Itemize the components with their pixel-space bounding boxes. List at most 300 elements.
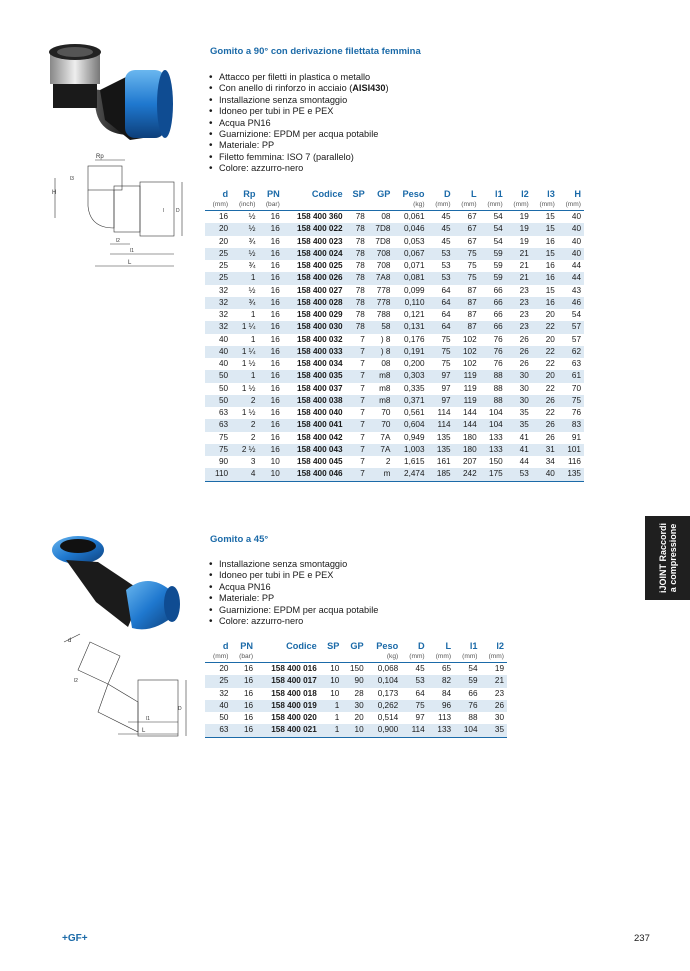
table-cell: 22 (545, 383, 555, 393)
table-cell: 16 (270, 310, 280, 319)
table-cell: 54 (493, 236, 503, 246)
table-cell: 32 (205, 321, 231, 333)
table-cell: 10 (270, 457, 280, 466)
table-cell: 66 (468, 688, 478, 698)
table-cell: 75 (401, 700, 427, 712)
table-cell: 0,068 (377, 664, 399, 673)
table-cell: 66 (480, 321, 506, 333)
col-unit: (mm) (481, 652, 507, 663)
product-code: 158 400 041 (283, 419, 346, 431)
table-row (205, 419, 584, 431)
table-cell: 45 (415, 664, 425, 673)
table-cell: 2 (385, 457, 391, 466)
table-cell: 2 (231, 395, 258, 407)
table-cell: 0,121 (404, 310, 425, 319)
table-cell: 26 (481, 700, 507, 712)
table-cell: 20 (354, 713, 364, 722)
table-cell: 4 (231, 468, 258, 481)
table-cell: 102 (462, 334, 477, 344)
product-code: 158 400 020 (271, 713, 317, 722)
table-cell: 16 (258, 297, 282, 309)
table-cell: 64 (415, 688, 425, 698)
table-cell: 67 (467, 212, 477, 221)
col-unit: (mm) (558, 200, 584, 211)
table-cell: 788 (376, 310, 391, 319)
dim-l2: l2 (116, 238, 120, 244)
side-tab-label (658, 523, 678, 593)
table-cell: 110 (205, 468, 231, 481)
dim2-l2: l2 (74, 678, 78, 684)
product-code: 158 400 028 (283, 297, 346, 309)
section1-features (207, 72, 389, 175)
table-cell: 21 (481, 675, 507, 687)
table-cell: 7 (346, 468, 368, 481)
table-cell: 102 (454, 346, 480, 358)
table-cell: 1 (320, 700, 343, 712)
table-cell: 180 (454, 444, 480, 456)
table-cell: 78 (355, 212, 365, 221)
table-cell: 97 (441, 383, 451, 393)
col-header: PN (267, 189, 280, 199)
product-code: 158 400 046 (283, 468, 346, 481)
table-cell: 08 (381, 359, 391, 368)
product-image-45 (48, 532, 188, 642)
table-cell: 75 (454, 272, 480, 284)
table-cell: 1 ½ (241, 359, 256, 368)
product-code: 158 400 027 (297, 285, 343, 295)
table-cell: 53 (441, 261, 451, 270)
table-cell: 150 (349, 664, 364, 673)
col-unit: (mm) (532, 200, 558, 211)
table-cell: 32 (219, 688, 229, 698)
table-cell: 54 (480, 223, 506, 235)
table-cell: 78 (346, 248, 368, 260)
table-cell: 0,131 (393, 321, 427, 333)
table-cell: m (368, 468, 394, 481)
table-cell: 41 (519, 432, 529, 442)
table-cell: 119 (454, 395, 480, 407)
table-cell: 20 (205, 223, 231, 235)
table-cell: 135 (436, 432, 451, 442)
table-cell: 46 (558, 297, 584, 309)
table-row (205, 675, 507, 687)
table-cell: 242 (454, 468, 480, 481)
table-row (205, 432, 584, 444)
col-header: l2 (521, 189, 529, 199)
table-cell: 44 (571, 261, 581, 270)
table-cell: 78 (355, 261, 365, 270)
table-cell: 708 (368, 248, 394, 260)
table-cell: 0,081 (393, 272, 427, 284)
table-cell: 16 (258, 419, 282, 431)
table-cell: 0,371 (393, 395, 427, 407)
table-cell: 90 (218, 457, 229, 466)
table-cell: 83 (558, 419, 584, 431)
table-cell: 7A8 (368, 272, 394, 284)
spec-table-90 (205, 189, 584, 482)
col-unit: (mm) (454, 200, 480, 211)
dim-rp: Rp (96, 154, 104, 160)
table-cell: 23 (506, 297, 532, 309)
table-row (205, 297, 584, 309)
feature-text-suffix: ) (385, 83, 389, 94)
col-header: l1 (495, 189, 503, 199)
table-cell: 119 (463, 383, 477, 393)
table-cell: 44 (558, 272, 584, 284)
table-cell: 30 (506, 370, 532, 382)
col-unit: (mm) (480, 200, 506, 211)
table-cell: m8 (368, 395, 394, 407)
table-cell: 87 (454, 297, 480, 309)
table-cell: 88 (480, 370, 506, 382)
table-cell: 75 (558, 395, 584, 407)
col-unit (342, 652, 366, 663)
table-cell: 44 (519, 457, 529, 466)
table-cell: 54 (493, 212, 503, 221)
table-cell: 1 ½ (241, 408, 256, 417)
table-cell: 50 (219, 713, 229, 722)
table-row (205, 346, 584, 358)
table-cell: 1 (231, 370, 258, 382)
table-cell: 16 (270, 334, 280, 344)
table-cell: 53 (428, 248, 454, 260)
table-cell: 75 (218, 432, 229, 442)
table-cell: 7 (360, 334, 365, 344)
table-cell: 21 (506, 272, 532, 284)
table-cell: 26 (532, 395, 558, 407)
technical-drawing-90 (50, 148, 190, 273)
table-cell: 114 (401, 724, 427, 737)
table-cell: 97 (415, 713, 425, 722)
table-cell: 53 (506, 468, 532, 481)
col-header: SP (352, 189, 365, 199)
table-cell: 26 (519, 359, 529, 368)
table-cell: 16 (258, 346, 282, 358)
table-cell: ) 8 (380, 334, 391, 344)
table-cell: 16 (243, 664, 254, 673)
table-row (205, 663, 507, 676)
col-unit: (mm) (428, 652, 454, 663)
table-cell: 64 (441, 310, 451, 319)
product-code: 158 400 038 (283, 395, 346, 407)
table-cell: 62 (558, 346, 584, 358)
table-cell: 0,604 (393, 419, 427, 431)
table-row (205, 260, 584, 272)
table-cell: 20 (218, 236, 229, 246)
table-cell: 75 (441, 334, 451, 344)
table-row (205, 248, 584, 260)
table-cell: 7 (346, 346, 368, 358)
table-cell: 19 (494, 664, 504, 673)
table-cell: 104 (489, 408, 503, 417)
table-cell: 66 (493, 285, 503, 295)
table-cell: 32 (218, 310, 229, 319)
table-cell: 64 (441, 285, 451, 295)
table-row (205, 700, 507, 712)
table-cell: 1,003 (393, 444, 427, 456)
dim2-D: D (178, 706, 182, 712)
col-header: H (574, 189, 581, 199)
table-cell: 104 (480, 419, 506, 431)
table-cell: 76 (493, 359, 503, 368)
product-code: 158 400 025 (297, 261, 343, 270)
table-cell: ¾ (248, 236, 256, 246)
table-cell: 114 (437, 408, 451, 417)
feature-item: • Guarnizione: EPDM per acqua potabile (207, 605, 378, 616)
table-cell: 53 (428, 272, 454, 284)
table-cell: 16 (270, 359, 280, 368)
table-cell: 40 (571, 212, 581, 221)
table-cell: 87 (467, 285, 477, 295)
table-cell: 22 (545, 359, 555, 368)
table-cell: 63 (205, 724, 231, 737)
table-cell: 22 (532, 346, 558, 358)
product-code: 158 400 021 (256, 724, 320, 737)
col-unit (346, 200, 368, 211)
table-cell: 78 (346, 321, 368, 333)
product-code: 158 400 043 (283, 444, 346, 456)
table-cell: 88 (493, 383, 503, 393)
product-code: 158 400 030 (283, 321, 346, 333)
table-cell: 21 (506, 248, 532, 260)
table-row (205, 236, 584, 248)
table-cell: 16 (270, 432, 280, 442)
table-cell: 7 (346, 370, 368, 382)
table-cell: 67 (454, 223, 480, 235)
table-cell: 16 (258, 321, 282, 333)
col-unit: (kg) (393, 200, 427, 211)
table-cell: 150 (489, 457, 503, 466)
table-cell: 19 (506, 223, 532, 235)
table-cell: 16 (258, 370, 282, 382)
table-cell: 78 (346, 272, 368, 284)
product-code: 158 400 045 (297, 457, 343, 466)
table-cell: 16 (270, 261, 280, 270)
table-cell: 67 (467, 236, 477, 246)
table-cell: 59 (480, 272, 506, 284)
feature-item: • Attacco per filetti in plastica o metallo (207, 72, 389, 83)
table-cell: 20 (545, 334, 555, 344)
table-cell: ½ (231, 248, 258, 260)
table-cell: 25 (205, 248, 231, 260)
dim-l: l (163, 208, 165, 214)
product-code: 158 400 024 (283, 248, 346, 260)
table-cell: 35 (481, 724, 507, 737)
table-cell: ½ (231, 223, 258, 235)
table-cell: 20 (219, 664, 229, 673)
col-header: Peso (376, 641, 399, 651)
table-row (205, 370, 584, 382)
table-cell: 19 (519, 236, 529, 246)
table-cell: 63 (218, 408, 229, 417)
table-cell: 15 (532, 248, 558, 260)
feature-item: • Guarnizione: EPDM per acqua potabile (207, 129, 389, 140)
table-cell: 75 (428, 346, 454, 358)
table-cell: 0,262 (367, 700, 402, 712)
table-cell: 102 (462, 359, 477, 368)
table-cell: 66 (493, 310, 503, 319)
table-cell: 16 (270, 408, 280, 417)
table-cell: 16 (258, 248, 282, 260)
table-cell: 50 (218, 383, 229, 393)
table-cell: 0,110 (393, 297, 427, 309)
table-cell: 59 (480, 248, 506, 260)
table-cell: 708 (376, 261, 391, 270)
table-cell: 19 (519, 212, 529, 221)
page-number: 237 (634, 933, 650, 944)
table-cell: 0,949 (404, 432, 425, 442)
col-header: L (445, 641, 452, 651)
dim-L: L (128, 260, 132, 266)
table-cell: 23 (506, 321, 532, 333)
table-cell: 40 (558, 248, 584, 260)
table-cell: 778 (368, 297, 394, 309)
table-cell: 70 (368, 419, 394, 431)
table-cell: 180 (462, 432, 477, 442)
table-cell: 20 (545, 310, 555, 319)
table-cell: 7 (360, 457, 365, 466)
section2-title: Gomito a 45° (210, 534, 269, 545)
table-cell: 1 ¼ (231, 321, 258, 333)
table-cell: 40 (218, 359, 229, 368)
col-unit: (mm) (428, 200, 454, 211)
table-cell: 133 (489, 432, 503, 442)
table-cell: ) 8 (368, 346, 394, 358)
table-row (205, 211, 584, 224)
col-header: Peso (402, 189, 425, 199)
table-row (205, 712, 507, 724)
col-unit: (mm) (205, 200, 231, 211)
table-cell: 16 (258, 223, 282, 235)
table-cell: 23 (519, 310, 529, 319)
table-cell: 0,303 (393, 370, 427, 382)
feature-item (207, 83, 389, 94)
table-cell: 16 (270, 285, 280, 295)
product-code: 158 400 037 (297, 383, 343, 393)
table-cell: 0,071 (404, 261, 425, 270)
table-cell: 70 (381, 408, 391, 417)
table-cell: 59 (493, 261, 503, 270)
table-cell: 10 (342, 724, 366, 737)
table-cell: 32 (218, 285, 229, 295)
table-cell: 40 (218, 334, 229, 344)
table-row (205, 334, 584, 346)
col-unit (256, 652, 320, 663)
table-cell: 1 (334, 713, 340, 722)
table-cell: 87 (454, 321, 480, 333)
table-cell: 57 (571, 334, 581, 344)
table-cell: 135 (558, 468, 584, 481)
product-code: 158 400 035 (283, 370, 346, 382)
col-header: l2 (496, 641, 504, 651)
feature-item: • Materiale: PP (207, 140, 389, 151)
table-cell: 63 (571, 359, 581, 368)
product-code: 158 400 018 (271, 688, 317, 698)
table-cell: 76 (493, 334, 503, 344)
table-cell: 1 (250, 310, 256, 319)
table-cell: 116 (567, 457, 581, 466)
table-cell: 16 (258, 395, 282, 407)
table-cell: 16 (243, 713, 254, 722)
table-cell: 16 (218, 212, 229, 221)
product-code: 158 400 022 (283, 223, 346, 235)
table-cell: 40 (532, 468, 558, 481)
table-cell: 15 (545, 285, 555, 295)
table-cell: 41 (506, 444, 532, 456)
table-cell: 88 (468, 713, 478, 722)
product-code: 158 400 026 (283, 272, 346, 284)
feature-item: • Idoneo per tubi in PE e PEX (207, 106, 389, 117)
table-cell: 207 (462, 457, 477, 466)
table-cell: 7 (360, 408, 365, 417)
table-cell: 40 (558, 223, 584, 235)
feature-item: • Idoneo per tubi in PE e PEX (207, 570, 378, 581)
col-header: l1 (469, 641, 478, 651)
table-cell: 2 (231, 419, 258, 431)
table-cell: 23 (494, 688, 504, 698)
table-cell: 15 (545, 212, 555, 221)
table-row (205, 456, 584, 468)
table-cell: 40 (205, 700, 231, 712)
table-cell: 75 (467, 261, 477, 270)
table-cell: 50 (205, 370, 231, 382)
feature-item: • Installazione senza smontaggio (207, 95, 389, 106)
dim2-l1: l1 (146, 716, 150, 722)
table-cell: 35 (519, 408, 529, 417)
col-unit: (mm) (205, 652, 231, 663)
table-cell: ½ (248, 212, 256, 221)
table-cell: 30 (506, 395, 532, 407)
table-cell: ¾ (248, 261, 256, 270)
col-unit: (mm) (506, 200, 532, 211)
col-unit: (bar) (231, 652, 256, 663)
table-cell: 133 (480, 444, 506, 456)
table-row (205, 395, 584, 407)
table-cell: 43 (571, 285, 581, 295)
col-header: GP (377, 189, 391, 199)
table-cell: 101 (558, 444, 584, 456)
table-row (205, 272, 584, 284)
table-cell: 35 (506, 419, 532, 431)
table-cell: 78 (355, 236, 365, 246)
table-cell: 7A (368, 444, 394, 456)
product-image-90 (45, 40, 180, 148)
table-cell: 15 (532, 223, 558, 235)
table-cell: 10 (320, 675, 343, 687)
table-cell: 0,900 (367, 724, 402, 737)
table-cell: 45 (428, 223, 454, 235)
table-cell: 59 (454, 675, 480, 687)
product-code: 158 400 040 (297, 408, 343, 417)
table-cell: 26 (532, 419, 558, 431)
product-code: 158 400 034 (297, 359, 343, 368)
table-cell: 25 (205, 675, 231, 687)
table-cell: 7A (380, 432, 391, 442)
table-cell: 0,200 (404, 359, 425, 368)
table-cell: 16 (231, 700, 256, 712)
col-header: GP (350, 641, 364, 651)
table-row (205, 309, 584, 321)
table-cell: 82 (428, 675, 454, 687)
table-cell: 91 (571, 432, 581, 442)
table-cell: 2 (250, 432, 256, 442)
table-cell: 778 (376, 285, 391, 295)
table-cell: 22 (545, 408, 555, 417)
table-cell: 63 (205, 419, 231, 431)
table-cell: 0,099 (404, 285, 425, 295)
table-cell: 87 (467, 310, 477, 319)
table-cell: 75 (205, 444, 231, 456)
